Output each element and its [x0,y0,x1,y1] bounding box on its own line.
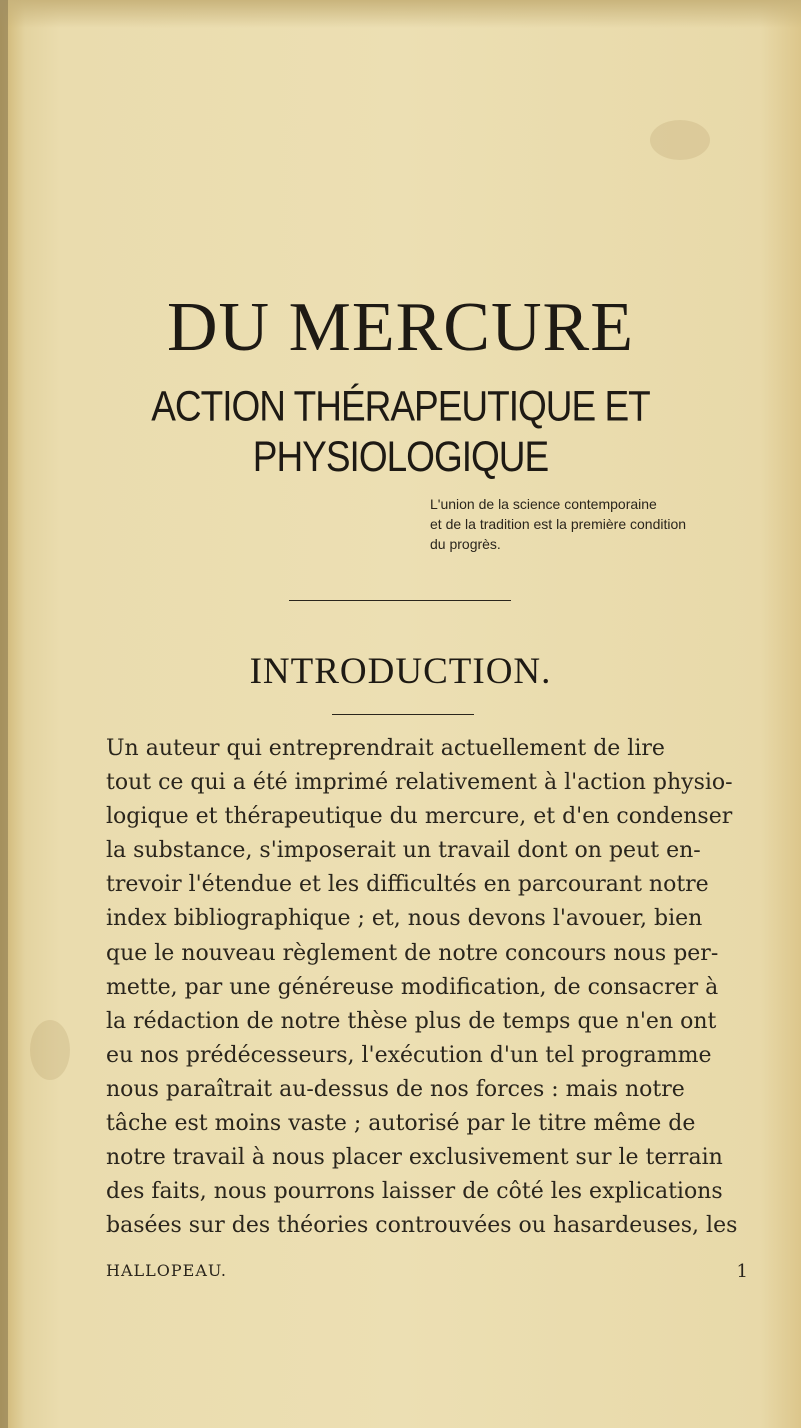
paper-stain [650,120,710,160]
body-line: tâche est moins vaste ; autorisé par le titre même de [106,1111,696,1137]
body-line: notre travail à nous placer exclusivement sur le terrain [106,1145,723,1171]
binding-edge [0,0,8,1428]
epigraph [430,494,730,554]
body-line: tout ce qui a été imprimé relativement à l'action physio- [106,770,733,796]
epigraph-line: et de la tradition est la première condition [430,516,687,532]
footer-author: HALLOPEAU. [106,1261,227,1280]
body-line: la rédaction de notre thèse plus de temps que n'en ont [106,1008,717,1034]
section-heading: INTRODUCTION. [249,651,552,692]
body-line: que le nouveau règlement de notre concours nous per- [106,940,719,966]
epigraph-line: L'union de la science contemporaine [430,496,657,512]
body-line: des faits, nous pourrons laisser de côté les explications [106,1179,723,1205]
body-line: mette, par une généreuse modification, de consacrer à [106,974,719,1000]
divider-rule [332,714,474,715]
page-title: DU MERCURE [167,289,634,366]
epigraph-line: du progrès. [430,536,501,552]
divider-rule [289,600,511,601]
page-number: 1 [736,1261,748,1282]
body-line: Un auteur qui entreprendrait actuellement de lire [106,736,665,761]
body-line: trevoir l'étendue et les difficultés en parcourant notre [106,872,709,898]
page-top-shadow [0,0,801,28]
body-paragraph [106,732,748,1243]
paper-stain [30,1020,70,1080]
page-subtitle: ACTION THÉRAPEUTIQUE ET PHYSIOLOGIQUE [151,382,650,481]
body-line: nous paraîtrait au-dessus de nos forces : mais notre [106,1076,685,1102]
body-line: index bibliographique ; et, nous devons l'avouer, bien [106,906,703,932]
body-line: logique et thérapeutique du mercure, et d'en condenser [106,804,733,830]
body-line: basées sur des théories controuvées ou hasardeuses, les [106,1213,738,1239]
body-line: la substance, s'imposerait un travail dont on peut en- [106,838,701,864]
body-line: eu nos prédécesseurs, l'exécution d'un tel programme [106,1042,712,1068]
